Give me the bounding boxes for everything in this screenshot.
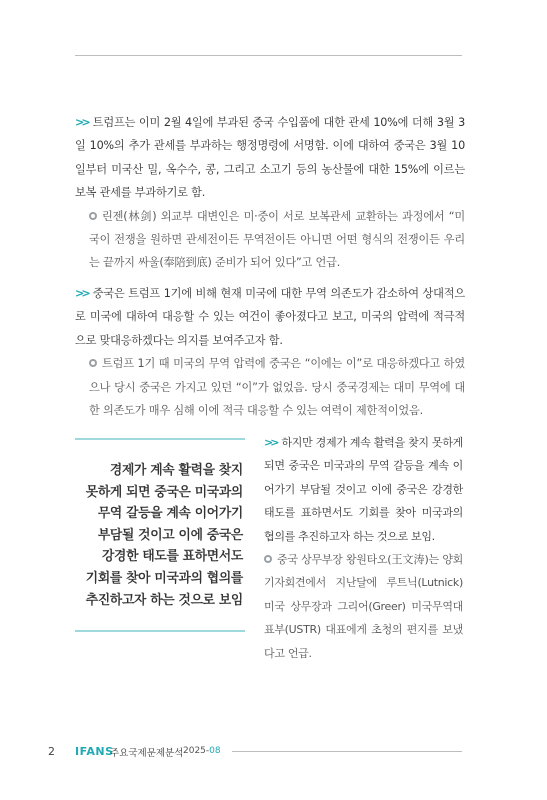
pull-quote-top-rule xyxy=(75,438,245,440)
section-trade-dependence xyxy=(75,282,465,422)
paragraph-main-text: 중국은 트럼프 1기에 비해 현재 미국에 대한 무역 의존도가 감소하여 상대적으로 미국에 대하여 대응할 수 있는 여건이 좋아졌다고 보고, 미국의 압력에 적극적으로 맞대응하겠다는 의지를 보여주고자 함. xyxy=(75,287,465,347)
pull-quote-line: 못하게 되면 중국은 미국과의 xyxy=(85,484,243,500)
pull-quote-line: 무역 갈등을 계속 이어가기 xyxy=(97,506,243,522)
double-chevron-right-icon: >> xyxy=(75,287,88,300)
paragraph-sub xyxy=(75,205,465,275)
publication-issue xyxy=(183,746,221,756)
paragraph-sub-text: 중국 상무부장 왕원타오(王文涛)는 양회 기자회견에서 지난달에 루트닉(Lutnick) 미국 상무장과 그리어(Greer) 미국무역대표부(USTR) 대표에게 초청의 편지를 보냈다고 언급. xyxy=(264,553,463,660)
paragraph-sub xyxy=(75,352,465,422)
circle-bullet-icon xyxy=(89,212,97,220)
pull-quote-line: 기회를 찾아 미국과의 협의를 xyxy=(85,570,243,586)
pull-quote-line: 추진하고자 하는 것으로 보임 xyxy=(85,592,243,608)
paragraph-sub xyxy=(264,548,463,665)
circle-bullet-icon xyxy=(264,555,272,563)
pull-quote-line: 강경한 태도를 표하면서도 xyxy=(102,549,243,565)
paragraph-main-text: 하지만 경제가 계속 활력을 찾지 못하게 되면 중국은 미국과의 무역 갈등을 계속 이어가기 부담될 것이고 이에 중국은 강경한 태도를 표하면서도 기회를 찾아 미국과의 협의를 추진하고자 하는 것으로 보임. xyxy=(264,436,463,543)
paragraph-sub-text: 린젠(林剑) 외교부 대변인은 미·중이 서로 보복관세 교환하는 과정에서 “미국이 전쟁을 원하면 관세전이든 무역전이든 아니면 어떤 형식의 전쟁이든 우리는 끝까지 싸울(奉陪到底) 준비가 되어 있다”고 언급. xyxy=(89,209,465,270)
paragraph-main xyxy=(75,282,465,352)
paragraph-sub-text: 트럼프 1기 때 미국의 무역 압력에 중국은 “이에는 이”로 대응하겠다고 하였으나 당시 중국은 가지고 있던 “이”가 없었음. 당시 중국경제는 대미 무역에 대한 의존도가 매우 심해 이에 적극 대응할 수 있는 여력이 제한적이었음. xyxy=(89,357,465,418)
publication-title: 주요국제문제분석 xyxy=(110,748,184,759)
page-number: 2 xyxy=(48,745,55,758)
section-tariff-exchange xyxy=(75,111,465,275)
pull-quote-line: 경제가 계속 활력을 찾지 xyxy=(109,463,243,478)
issue-number: 08 xyxy=(209,746,221,756)
paragraph-main xyxy=(75,111,465,205)
circle-bullet-icon xyxy=(89,359,97,367)
paragraph-main-text: 트럼프는 이미 2월 4일에 부과된 중국 수입품에 대한 관세 10%에 더해 3월 3일 10%의 추가 관세를 부과하는 행정명령에 서명함. 이에 대하여 중국은 3월 10일부터 미국산 밀, 옥수수, 콩, 그리고 소고기 등의 농산물에 대한 15%에 이르는 보복 관세를 부과하기로 함. xyxy=(75,116,465,200)
pull-quote-bottom-rule xyxy=(75,630,245,632)
top-divider xyxy=(75,55,462,56)
brand-logo: IFANS xyxy=(75,745,114,758)
pull-quote-line: 부담될 것이고 이에 중국은 xyxy=(97,527,243,543)
paragraph-main xyxy=(264,431,463,548)
issue-year: 2025- xyxy=(183,746,210,756)
double-chevron-right-icon: >> xyxy=(264,436,277,449)
section-negotiation-outlook xyxy=(264,431,463,665)
double-chevron-right-icon: >> xyxy=(75,116,88,129)
pull-quote-text xyxy=(75,460,243,611)
footer-divider xyxy=(232,751,462,752)
